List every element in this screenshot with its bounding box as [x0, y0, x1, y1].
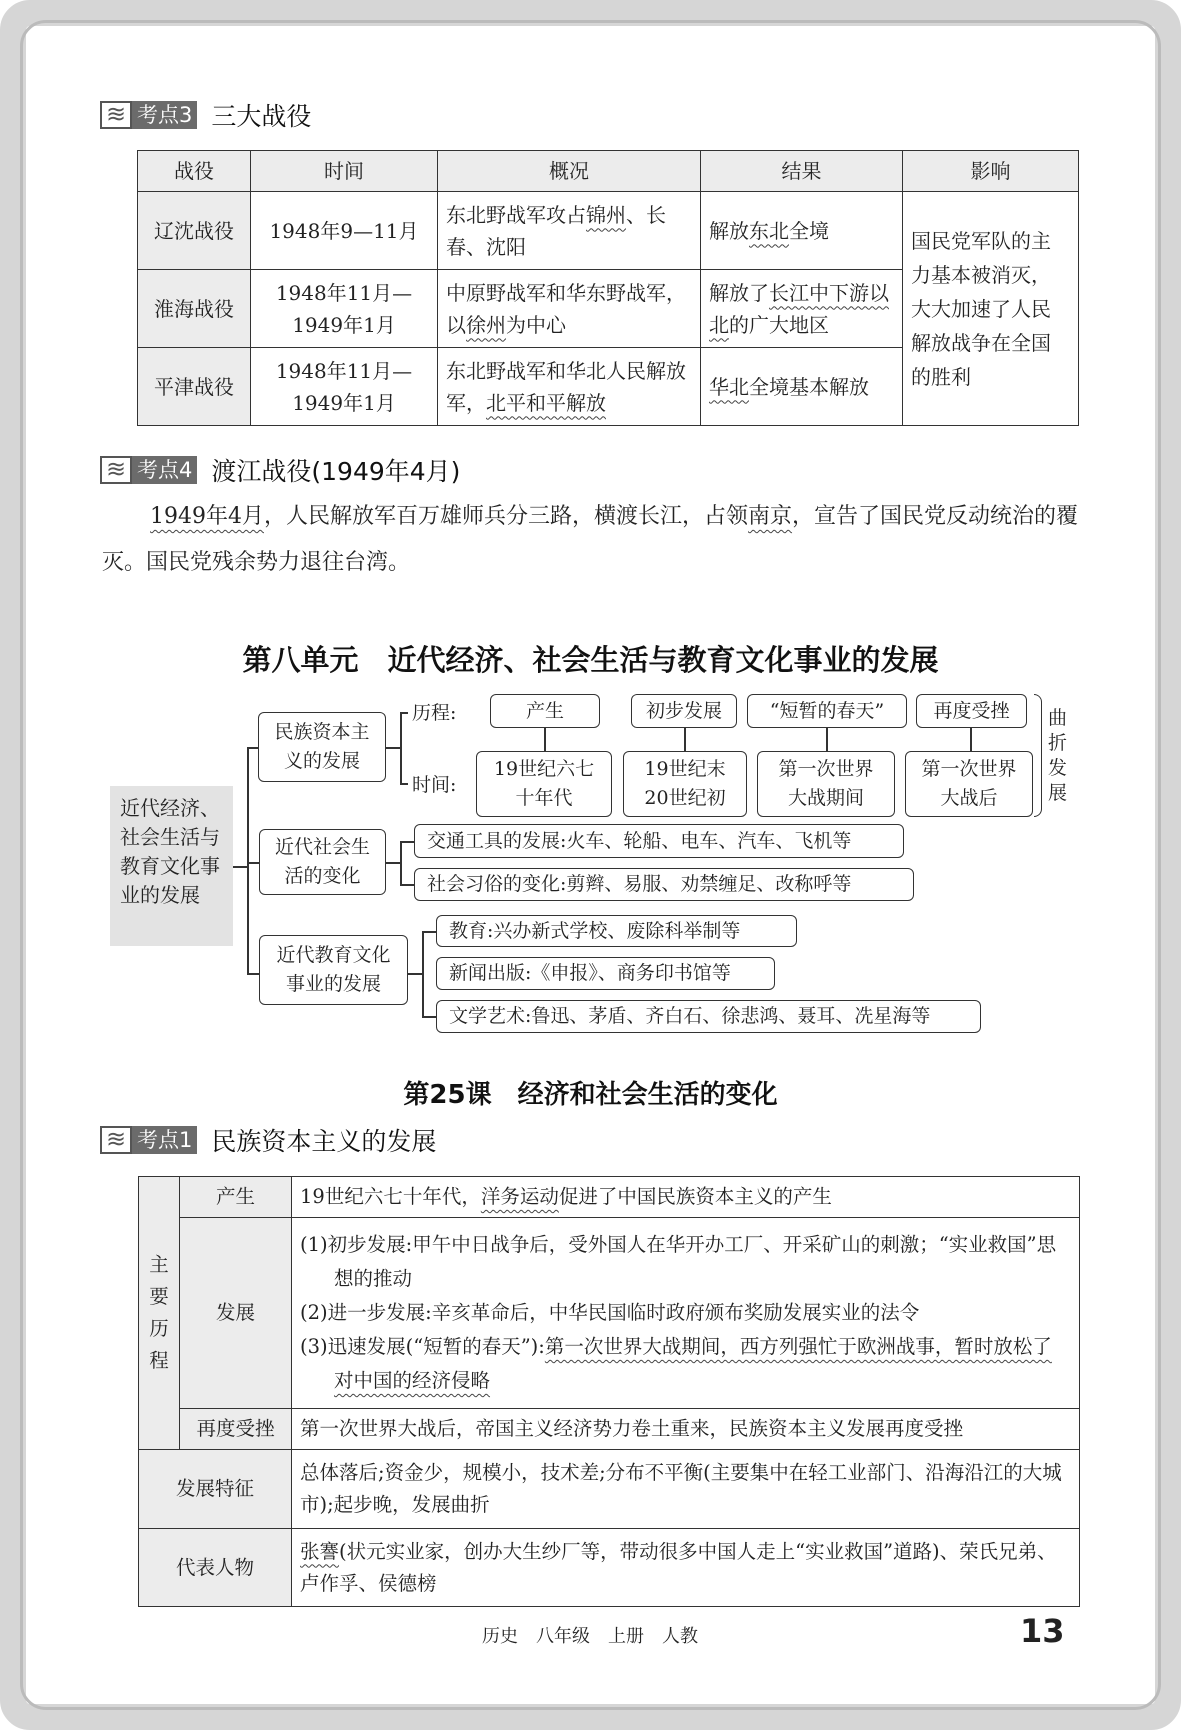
kd4-paragraph: 1949年4月，人民解放军百万雄师兵分三路，横渡长江，占领南京，宣告了国民党反动统治的覆灭。国民党残余势力退往台湾。	[102, 504, 1079, 575]
mindmap-root: 近代经济、社会生活与教育文化事业的发展	[110, 786, 233, 946]
social-item: 交通工具的发展:火车、轮船、电车、汽车、飞机等	[414, 824, 904, 858]
section-heading-kd1: ≋ 考点1 民族资本主义的发展	[100, 1126, 436, 1154]
time-box: 第一次世界大战后	[905, 751, 1033, 817]
footer-text: 历史 八年级 上册 人教	[482, 1626, 698, 1647]
table-row: 淮海战役 1948年11月—1949年1月 中原野战军和华东野战军，以徐州为中心 解放了长江中下游以北的广大地区	[138, 270, 1079, 348]
education-item: 文学艺术:鲁迅、茅盾、齐白石、徐悲鸿、聂耳、冼星海等	[436, 1000, 981, 1033]
section-heading-kd4: ≋ 考点4 渡江战役(1949年4月)	[100, 456, 460, 484]
lesson-title: 第25课 经济和社会生活的变化	[403, 1080, 778, 1110]
table-row: 辽沈战役 1948年9—11月 东北野战军攻占锦州、长春、沈阳 解放东北全境 国民党军队的主力基本被消灭，大大加速了人民解放战争在全国的胜利	[138, 192, 1079, 270]
branch-education: 近代教育文化事业的发展	[259, 935, 408, 1005]
stage-box: 再度受挫	[916, 694, 1027, 728]
social-item: 社会习俗的变化:剪辫、易服、劝禁缠足、改称呼等	[414, 868, 914, 901]
capitalism-table: 主要历程 产生 19世纪六七十年代，洋务运动促进了中国民族资本主义的产生 发展 (1)初步发展:甲午中日战争后，受外国人在华开办工厂、开采矿山的刺激；“实业救国”思想的推动 (2)进一步发展:辛亥革命后，中华民国临时政府颁布奖励发展实业的法令 (3)迅速发展(“短暂的春天”):第一次世界大战期间，西方列强忙于欧洲战事，暂时放松了对中国的经济侵略 再度受挫 第一次世界大战后，帝国主义经济势力卷土重来，民族资本主义发展再度受挫 发展特征 总体落后;资金少，规模小，技术差;分布不平衡(主要集中在轻工业部门、沿海沿江的大城市);起步晚，发展曲折 代表人物 张謇(状元实业家，创办大生纱厂等，带动很多中国人走上“实业救国”道路)、荣氏兄弟、卢作孚、侯德榜	[138, 1176, 1080, 1607]
battles-table: 战役 时间 概况 结果 影响 辽沈战役 1948年9—11月 东北野战军攻占锦州、长春、沈阳 解放东北全境 国民党军队的主力基本被消灭，大大加速了人民解放战争在全国的胜利 淮海战役 1948年11月—1949年1月 中原野战军和华东野战军，以徐州为中心 解放了长江中下游以北的广大地区 平津战役 1948年11月—1949年1月 东北野战军和华北人民解放军，北平和平解放 华北全境基本解放	[137, 150, 1079, 426]
curve-label: 曲折发展	[1048, 707, 1068, 804]
stage-box: “短暂的春天”	[747, 694, 907, 728]
section-heading-kd3: ≋ 考点3 三大战役	[100, 101, 311, 129]
branch-social-life: 近代社会生活的变化	[259, 829, 386, 895]
waves-icon: ≋	[100, 101, 132, 129]
table-row: 平津战役 1948年11月—1949年1月 东北野战军和华北人民解放军，北平和平解放 华北全境基本解放	[138, 348, 1079, 426]
waves-icon: ≋	[100, 1126, 132, 1154]
time-box: 19世纪六七十年代	[476, 751, 612, 817]
page-number: 13	[1020, 1612, 1065, 1650]
education-item: 教育:兴办新式学校、废除科举制等	[436, 915, 797, 947]
time-box: 第一次世界大战期间	[757, 751, 895, 817]
branch-capitalism: 民族资本主义的发展	[258, 712, 386, 782]
waves-icon: ≋	[100, 456, 132, 484]
unit-title: 第八单元 近代经济、社会生活与教育文化事业的发展	[242, 643, 939, 677]
education-item: 新闻出版:《申报》、商务印书馆等	[436, 957, 775, 990]
brace	[1034, 694, 1042, 817]
time-box: 19世纪末20世纪初	[623, 751, 747, 817]
stage-box: 初步发展	[631, 694, 737, 728]
stage-box: 产生	[490, 694, 600, 728]
